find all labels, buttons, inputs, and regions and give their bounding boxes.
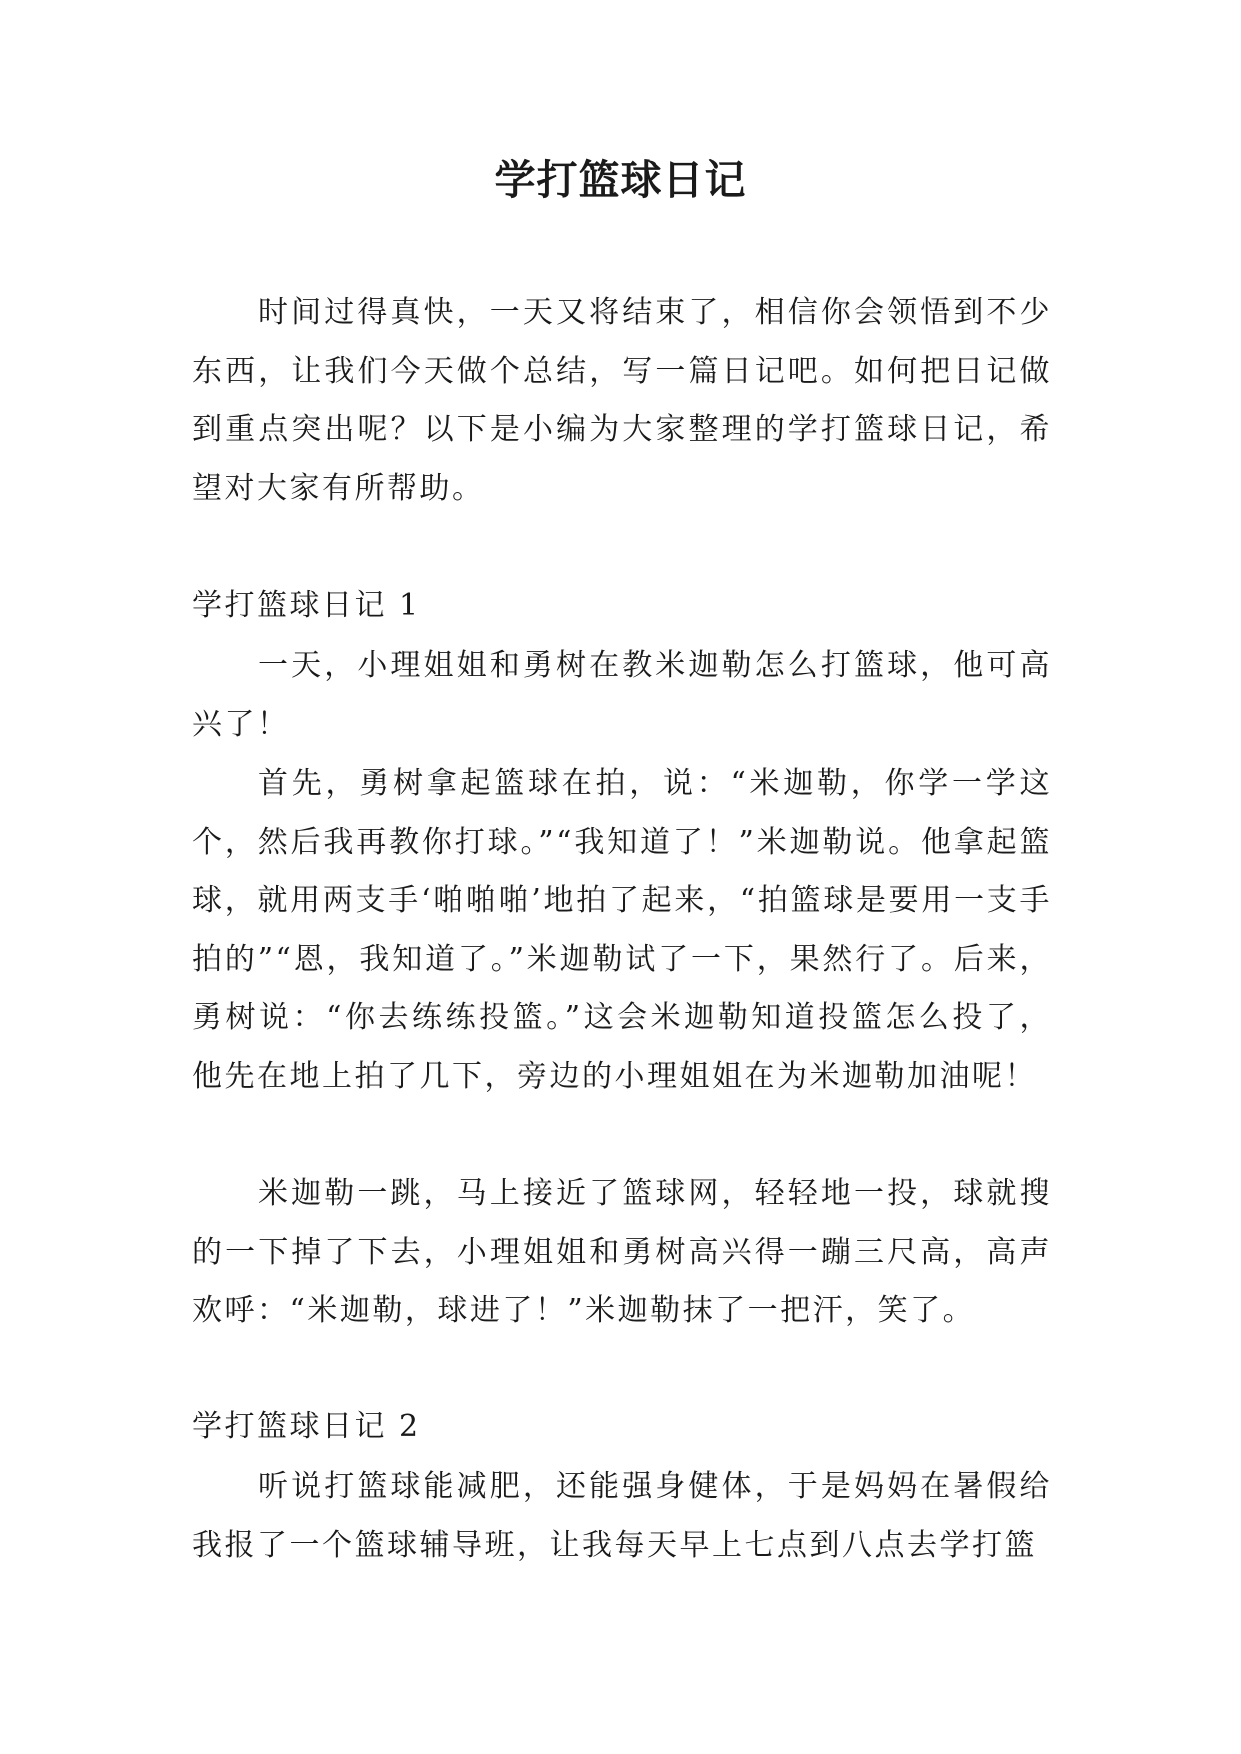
section-1-paragraph-3: 米迦勒一跳，马上接近了篮球网，轻轻地一投，球就搜的一下掉了下去，小理姐姐和勇树高兴得一蹦三尺高，高声欢呼：“米迦勒，球进了！”米迦勒抹了一把汗，笑了。 <box>192 1176 1052 1329</box>
section-heading-2: 学打篮球日记 2 <box>192 1409 421 1444</box>
section-1-paragraph-1: 一天，小理姐姐和勇树在教米迦勒怎么打篮球，他可高兴了！ <box>192 648 1052 742</box>
section-1-paragraph-2: 首先，勇树拿起篮球在拍，说：“米迦勒，你学一学这个，然后我再教你打球。”“我知道了！”米迦勒说。他拿起篮球，就用两支手‘啪啪啪’地拍了起来，“拍篮球是要用一支手拍的”“恩，我知道了。”米迦勒试了一下，果然行了。后来，勇树说：“你去练练投篮。”这会米迦勒知道投篮怎么投了，他先在地上拍了几下，旁边的小理姐姐在为米迦勒加油呢！ <box>192 766 1052 1094</box>
intro-paragraph: 时间过得真快，一天又将结束了，相信你会领悟到不少东西，让我们今天做个总结，写一篇日记吧。如何把日记做到重点突出呢？以下是小编为大家整理的学打篮球日记，希望对大家有所帮助。 <box>192 295 1052 506</box>
document-title: 学打篮球日记 <box>494 156 747 204</box>
section-2-paragraph-1: 听说打篮球能减肥，还能强身健体，于是妈妈在暑假给我报了一个篮球辅导班，让我每天早上七点到八点去学打篮 <box>192 1469 1052 1563</box>
section-heading-1: 学打篮球日记 1 <box>192 588 421 623</box>
